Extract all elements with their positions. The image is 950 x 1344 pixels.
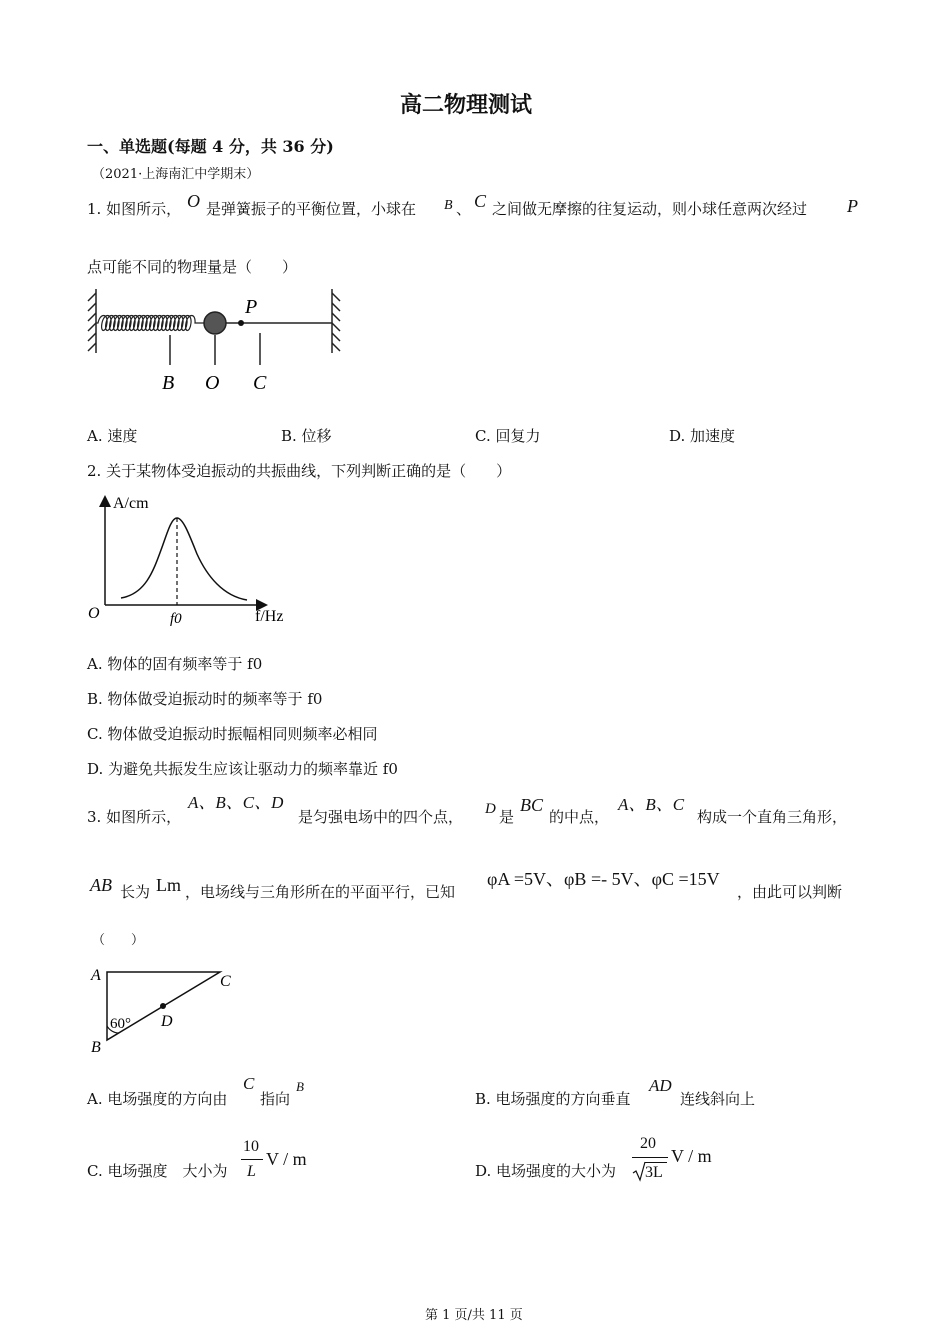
page-title: 高二物理测试 [400, 92, 533, 118]
q3-option-b-text1: B. 电场强度的方向垂直 [475, 1090, 631, 1108]
q3-part1: 是匀强电场中的四个点， [298, 808, 464, 826]
q3-length: Lm [156, 875, 181, 895]
q3-option-a-text1: A. 电场强度的方向由 [87, 1090, 228, 1108]
q3-option-c-fraction-bar [241, 1159, 263, 1160]
q3-paren: （ ） [92, 933, 145, 948]
q1-var-O: O [187, 191, 200, 211]
page-footer: 第 1 页/共 11 页 [425, 1308, 523, 1323]
q2-option-a[interactable]: A. 物体的固有频率等于 f0 [87, 655, 263, 673]
spring [96, 316, 204, 331]
q3-var-D: D [485, 801, 496, 817]
q3-option-c-unit: V / m [266, 1149, 307, 1169]
q3-option-d-text: D. 电场强度的大小为 [475, 1162, 617, 1180]
q3-part2: 的中点， [549, 808, 610, 826]
q3-len-is: 长为 [120, 883, 151, 901]
q1-option-b[interactable]: B. 位移 [281, 427, 332, 445]
point-D [160, 1003, 166, 1009]
q3-option-a-var-C: C [243, 1074, 255, 1093]
q3-part5: ，由此可以判断 [737, 883, 843, 901]
triangle-figure [85, 960, 245, 1060]
q3-potentials: φA =5V、φB =- 5V、φC =15V [487, 869, 720, 889]
q3-triangle-points: A、B、C [618, 795, 685, 814]
label-B: B [91, 1039, 101, 1056]
question-source: （2021·上海南汇中学期末） [92, 167, 260, 182]
x-axis-label: f/Hz [255, 608, 284, 625]
q1-option-a[interactable]: A. 速度 [87, 427, 138, 445]
q3-option-b-text2: 连线斜向上 [680, 1090, 756, 1108]
label-A: A [91, 967, 101, 984]
label-B: B [162, 372, 175, 394]
resonance-curve-figure [85, 490, 300, 630]
q3-option-d[interactable] [475, 1162, 616, 1180]
sqrt-icon [632, 1160, 646, 1182]
q3-option-b-var-AD: AD [649, 1076, 672, 1095]
q1-part1: 是弹簧振子的平衡位置，小球在 [206, 200, 417, 218]
q3-option-d-numerator: 20 [640, 1135, 656, 1152]
q3-prefix: 3. 如图所示， [87, 808, 182, 826]
q3-option-a[interactable] [87, 1090, 227, 1108]
section-heading: 一、单选题(每题 4 分，共 36 分) [87, 137, 334, 156]
q3-option-d-unit: V / m [671, 1146, 712, 1166]
q3-option-d-denominator: 3L [645, 1164, 663, 1181]
q1-option-d[interactable]: D. 加速度 [669, 427, 736, 445]
q3-var-BC: BC [520, 795, 544, 815]
q3-option-d-fraction-bar [632, 1157, 668, 1158]
label-C: C [253, 372, 267, 394]
peak-label: f0 [170, 611, 182, 627]
q3-option-b[interactable] [475, 1090, 631, 1108]
resonance-curve [121, 518, 247, 600]
angle-label: 60° [110, 1016, 131, 1032]
q3-option-c-text: C. 电场强度 大小为 [87, 1162, 228, 1180]
q2-option-b[interactable]: B. 物体做受迫振动时的频率等于 f0 [87, 690, 323, 708]
q2-option-d[interactable]: D. 为避免共振发生应该让驱动力的频率靠近 f0 [87, 760, 398, 778]
label-O: O [205, 372, 220, 394]
y-axis-label: A/cm [113, 495, 149, 512]
right-wall [332, 289, 340, 353]
q3-option-c[interactable] [87, 1162, 227, 1180]
label-P: P [245, 296, 258, 318]
q1-var-B: B [444, 198, 453, 213]
q1-prefix: 1. 如图所示， [87, 200, 182, 218]
q1-var-C: C [474, 191, 487, 211]
left-wall [88, 289, 96, 353]
q2-stem: 2. 关于某物体受迫振动的共振曲线，下列判断正确的是（ ） [87, 462, 512, 480]
q3-part4: ，电场线与三角形所在的平面平行，已知 [185, 883, 456, 901]
q3-option-c-denominator: L [247, 1163, 256, 1180]
q1-var-P: P [847, 196, 858, 216]
q3-points: A、B、C、D [188, 793, 284, 812]
point-P [238, 320, 244, 326]
q3-is: 是 [499, 808, 515, 826]
q3-option-a-text2: 指向 [260, 1090, 291, 1108]
label-D: D [161, 1013, 173, 1030]
q3-var-AB: AB [90, 875, 112, 895]
origin-label: O [88, 605, 100, 622]
q1-line2: 点可能不同的物理量是（ ） [87, 258, 298, 276]
q3-option-c-numerator: 10 [243, 1138, 259, 1155]
spring-oscillator-figure [80, 285, 350, 395]
q1-part2: 之间做无摩擦的往复运动，则小球任意两次经过 [492, 200, 808, 218]
q3-part3: 构成一个直角三角形， [697, 808, 848, 826]
q1-option-c[interactable]: C. 回复力 [475, 427, 541, 445]
q1-sep: 、 [456, 200, 472, 218]
q3-option-a-var-B: B [296, 1079, 304, 1094]
ball [204, 312, 226, 334]
q2-option-c[interactable]: C. 物体做受迫振动时振幅相同则频率必相同 [87, 725, 378, 743]
label-C: C [220, 973, 231, 990]
